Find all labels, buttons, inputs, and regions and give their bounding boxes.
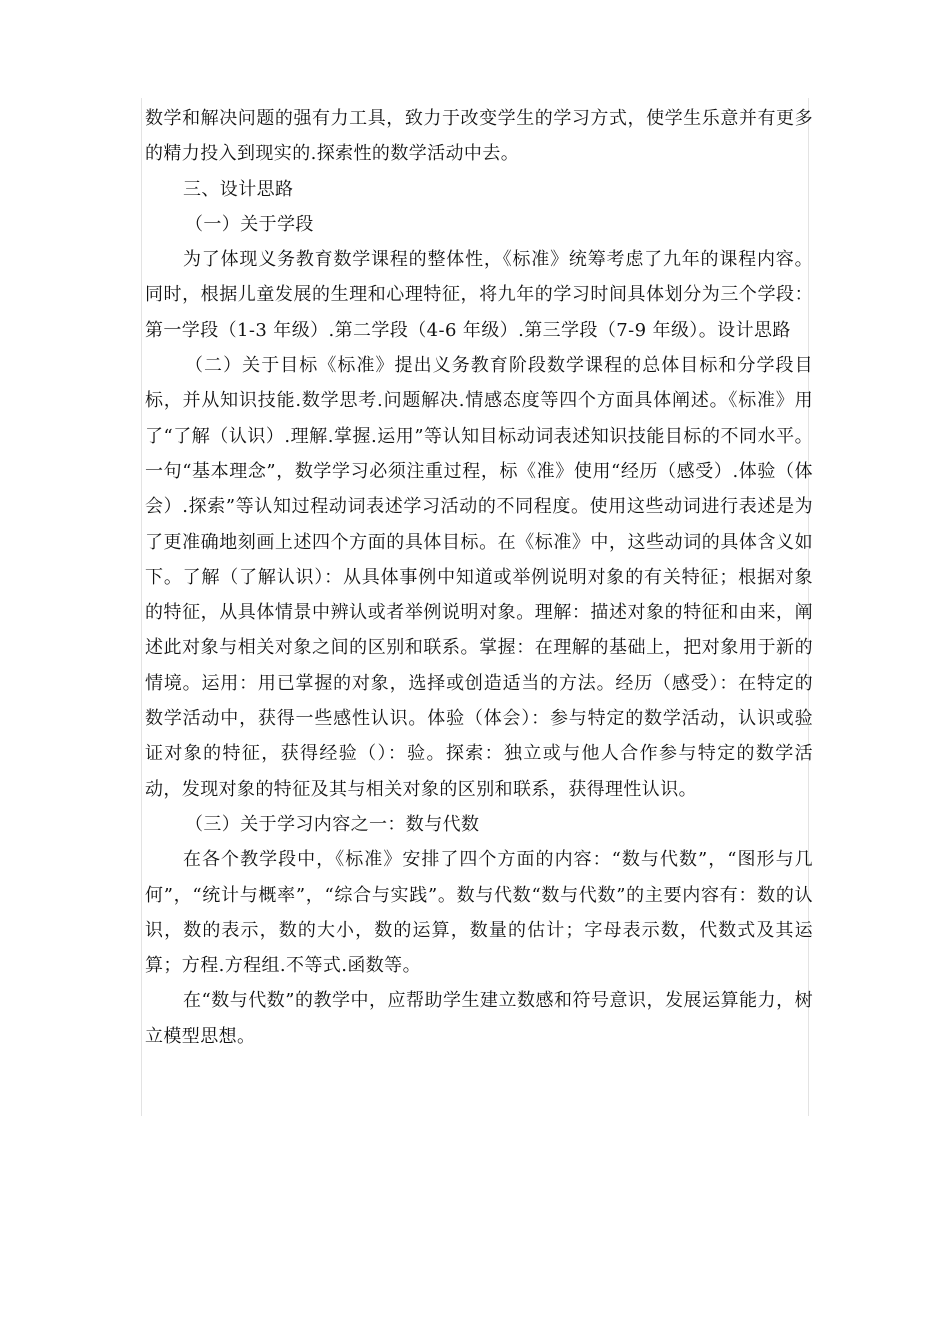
section-heading-design-ideas: 三、设计思路 <box>183 178 294 200</box>
paragraph-goals: （二）关于目标《标准》提出义务教育阶段数学课程的总体目标和分学段目标，并从知识技能.数学思考.问题解决.情感态度等四个方面具体阐述。《标准》用了“了解（认识）.理解.掌握.运用”等认知目标动词表述知识技能目标的不同水平。一句“基本理念”，数学学习必须注重过程，标《准》使用“经历（感受）.体验（体会）.探索”等认知过程动词表述学习活动的不同程度。使用这些动词进行表述是为了更准确地刻画上述四个方面的具体目标。在《标准》中，这些动词的具体含义如下。了解（了解认识）：从具体事例中知道或举例说明对象的有关特征；根据对象的特征，从具体情景中辨认或者举例说明对象。理解：描述对象的特征和由来，阐述此对象与相关对象之间的区别和联系。掌握：在理解的基础上，把对象用于新的情境。运用：用已掌握的对象，选择或创造适当的方法。经历（感受）：在特定的数学活动中，获得一些感性认识。体验（体会）：参与特定的数学活动，认识或验证对象的特征，获得经验（）：验。探索：独立或与他人合作参与特定的数学活动，发现对象的特征及其与相关对象的区别和联系，获得理性认识。 <box>145 355 813 800</box>
subheading-number-algebra: （三）关于学习内容之一：数与代数 <box>185 813 480 835</box>
paragraph-content: 在各个教学段中，《标准》安排了四个方面的内容：“数与代数”，“图形与几何”，“统计与概率”，“综合与实践”。数与代数“数与代数”的主要内容有：数的认识，数的表示，数的大小，数的运算，数量的估计；字母表示数，代数式及其运算；方程.方程组.不等式.函数等。 <box>145 849 813 977</box>
paragraph-stages: 为了体现义务教育数学课程的整体性，《标准》统筹考虑了九年的课程内容。同时，根据儿童发展的生理和心理特征，将九年的学习时间具体划分为三个学段：第一学段（1-3 年级）.第二学段（4-6 年级）.第三学段（7-9 年级）。设计思路 <box>145 249 813 341</box>
subheading-stages: （一）关于学段 <box>185 213 314 235</box>
paragraph-continuation: 数学和解决问题的强有力工具，致力于改变学生的学习方式，使学生乐意并有更多的精力投入到现实的.探索性的数学活动中去。 <box>145 108 813 165</box>
paragraph-teaching: 在“数与代数”的教学中，应帮助学生建立数感和符号意识，发展运算能力，树立模型思想。 <box>145 990 813 1047</box>
document-body <box>145 101 813 1054</box>
